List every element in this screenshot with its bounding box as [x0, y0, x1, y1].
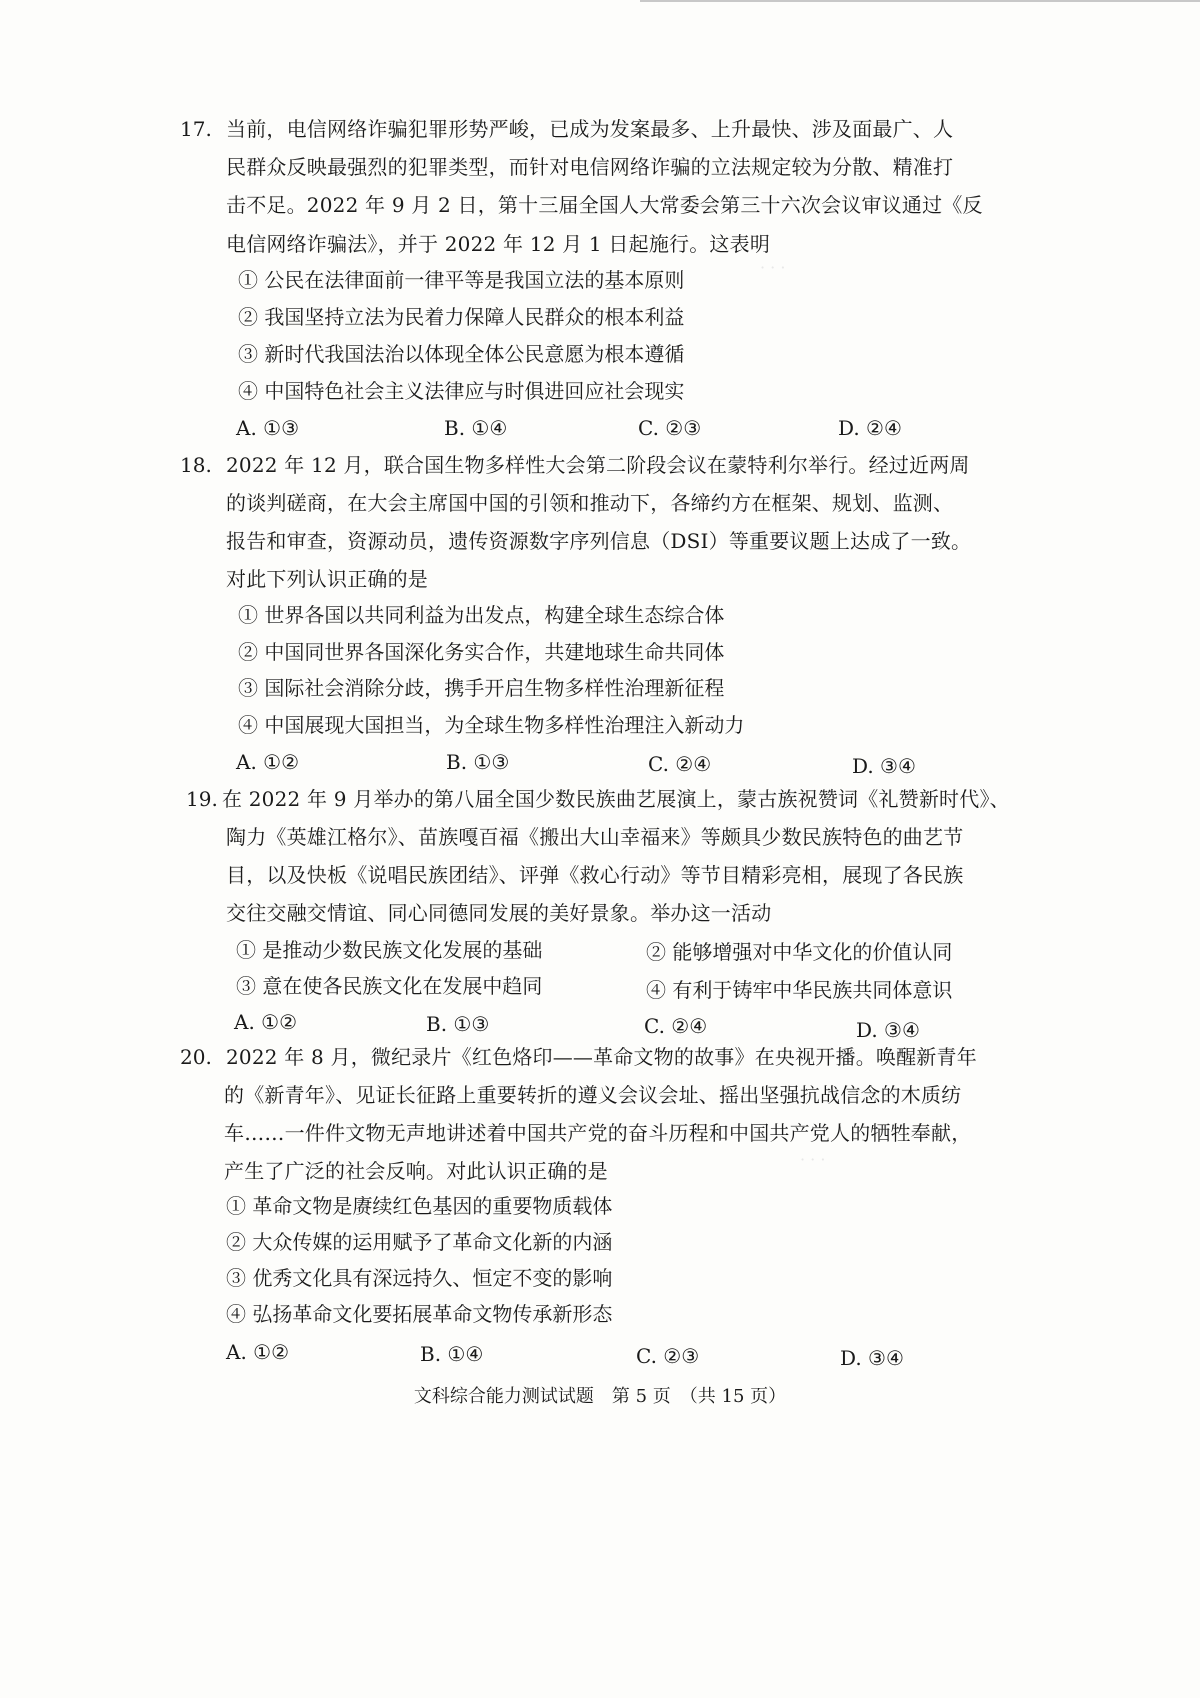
question-text-line: 目，以及快板《说唱民族团结》、评弹《救心行动》等节目精彩亮相，展现了各民族 — [226, 863, 964, 887]
question-text-line: 报告和审查，资源动员，遗传资源数字序列信息（DSI）等重要议题上达成了一致。 — [226, 529, 972, 553]
question-number: 19. — [186, 787, 218, 811]
answer-choice-c: C. ②③ — [638, 416, 702, 440]
statement-option: ① 革命文物是赓续红色基因的重要物质载体 — [226, 1194, 613, 1218]
answer-choice-d: D. ③④ — [840, 1346, 904, 1370]
statement-option: ② 大众传媒的运用赋予了革命文化新的内涵 — [226, 1230, 613, 1254]
answer-choice-a: A. ①③ — [236, 416, 300, 440]
statement-option: ④ 中国展现大国担当，为全球生物多样性治理注入新动力 — [238, 713, 745, 737]
question-text-line: 击不足。2022 年 9 月 2 日，第十三届全国人大常委会第三十六次会议审议通过《反 — [226, 193, 983, 217]
statement-option: ④ 中国特色社会主义法律应与时俱进回应社会现实 — [238, 379, 685, 403]
question-text-line: 交往交融交情谊、同心同德同发展的美好景象。举办这一活动 — [226, 901, 772, 925]
statement-option: ③ 新时代我国法治以体现全体公民意愿为根本遵循 — [238, 342, 685, 366]
question-number: 17. — [180, 117, 212, 141]
statement-option: ③ 国际社会消除分歧，携手开启生物多样性治理新征程 — [238, 676, 725, 700]
statement-option: ③ 优秀文化具有深远持久、恒定不变的影响 — [226, 1266, 613, 1290]
answer-choice-a: A. ①② — [236, 750, 300, 774]
question-text-line: 2022 年 12 月，联合国生物多样性大会第二阶段会议在蒙特利尔举行。经过近两周 — [226, 453, 970, 477]
statement-option: ④ 有利于铸牢中华民族共同体意识 — [646, 978, 953, 1002]
answer-choice-b: B. ①③ — [446, 750, 510, 774]
statement-option: ① 公民在法律面前一律平等是我国立法的基本原则 — [238, 268, 685, 292]
answer-choice-d: D. ③④ — [852, 754, 916, 778]
answer-choice-b: B. ①④ — [420, 1342, 484, 1366]
answer-choice-d: D. ③④ — [856, 1018, 920, 1042]
bleed-through-mark: · · · — [800, 1150, 826, 1169]
statement-option: ① 是推动少数民族文化发展的基础 — [236, 938, 543, 962]
question-text-line: 电信网络诈骗法》，并于 2022 年 12 月 1 日起施行。这表明 — [226, 232, 771, 256]
question-number: 20. — [180, 1045, 212, 1069]
answer-choice-b: B. ①③ — [426, 1012, 490, 1036]
question-text-line: 的《新青年》、见证长征路上重要转折的遵义会议会址、摇出坚强抗战信念的木质纺 — [224, 1083, 962, 1107]
answer-choice-a: A. ①② — [226, 1340, 290, 1364]
answer-choice-c: C. ②④ — [648, 752, 712, 776]
answer-choice-c: C. ②③ — [636, 1344, 700, 1368]
page-footer: 文科综合能力测试试题 第 5 页 （共 15 页） — [413, 1386, 787, 1407]
question-text-line: 当前，电信网络诈骗犯罪形势严峻，已成为发案最多、上升最快、涉及面最广、人 — [226, 117, 954, 141]
answer-choice-b: B. ①④ — [444, 416, 508, 440]
question-text-line: 车……一件件文物无声地讲述着中国共产党的奋斗历程和中国共产党人的牺牲奉献， — [224, 1121, 972, 1145]
question-text-line: 民群众反映最强烈的犯罪类型，而针对电信网络诈骗的立法规定较为分散、精准打 — [226, 155, 954, 179]
statement-option: ② 中国同世界各国深化务实合作，共建地球生命共同体 — [238, 640, 725, 664]
question-text-line: 在 2022 年 9 月举办的第八届全国少数民族曲艺展演上，蒙古族祝赞词《礼赞新时代》、 — [222, 787, 1010, 811]
bleed-through-mark: · · · — [760, 258, 786, 277]
answer-choice-d: D. ②④ — [838, 416, 902, 440]
statement-option: ③ 意在使各民族文化在发展中趋同 — [236, 974, 543, 998]
question-text-line: 产生了广泛的社会反响。对此认识正确的是 — [224, 1159, 608, 1183]
answer-choice-c: C. ②④ — [644, 1014, 708, 1038]
statement-option: ② 能够增强对中华文化的价值认同 — [646, 940, 953, 964]
statement-option: ④ 弘扬革命文化要拓展革命文物传承新形态 — [226, 1302, 613, 1326]
question-number: 18. — [180, 453, 212, 477]
answer-choice-a: A. ①② — [234, 1010, 298, 1034]
scan-edge-rule — [640, 0, 1200, 2]
question-text-line: 陶力《英雄江格尔》、苗族嘎百福《搬出大山幸福来》等颇具少数民族特色的曲艺节 — [226, 825, 964, 849]
question-text-line: 2022 年 8 月，微纪录片《红色烙印——革命文物的故事》在央视开播。唤醒新青年 — [226, 1045, 977, 1069]
statement-option: ① 世界各国以共同利益为出发点，构建全球生态综合体 — [238, 603, 725, 627]
question-text-line: 对此下列认识正确的是 — [226, 567, 428, 591]
statement-option: ② 我国坚持立法为民着力保障人民群众的根本利益 — [238, 305, 685, 329]
question-text-line: 的谈判磋商，在大会主席国中国的引领和推动下，各缔约方在框架、规划、监测、 — [226, 491, 954, 515]
